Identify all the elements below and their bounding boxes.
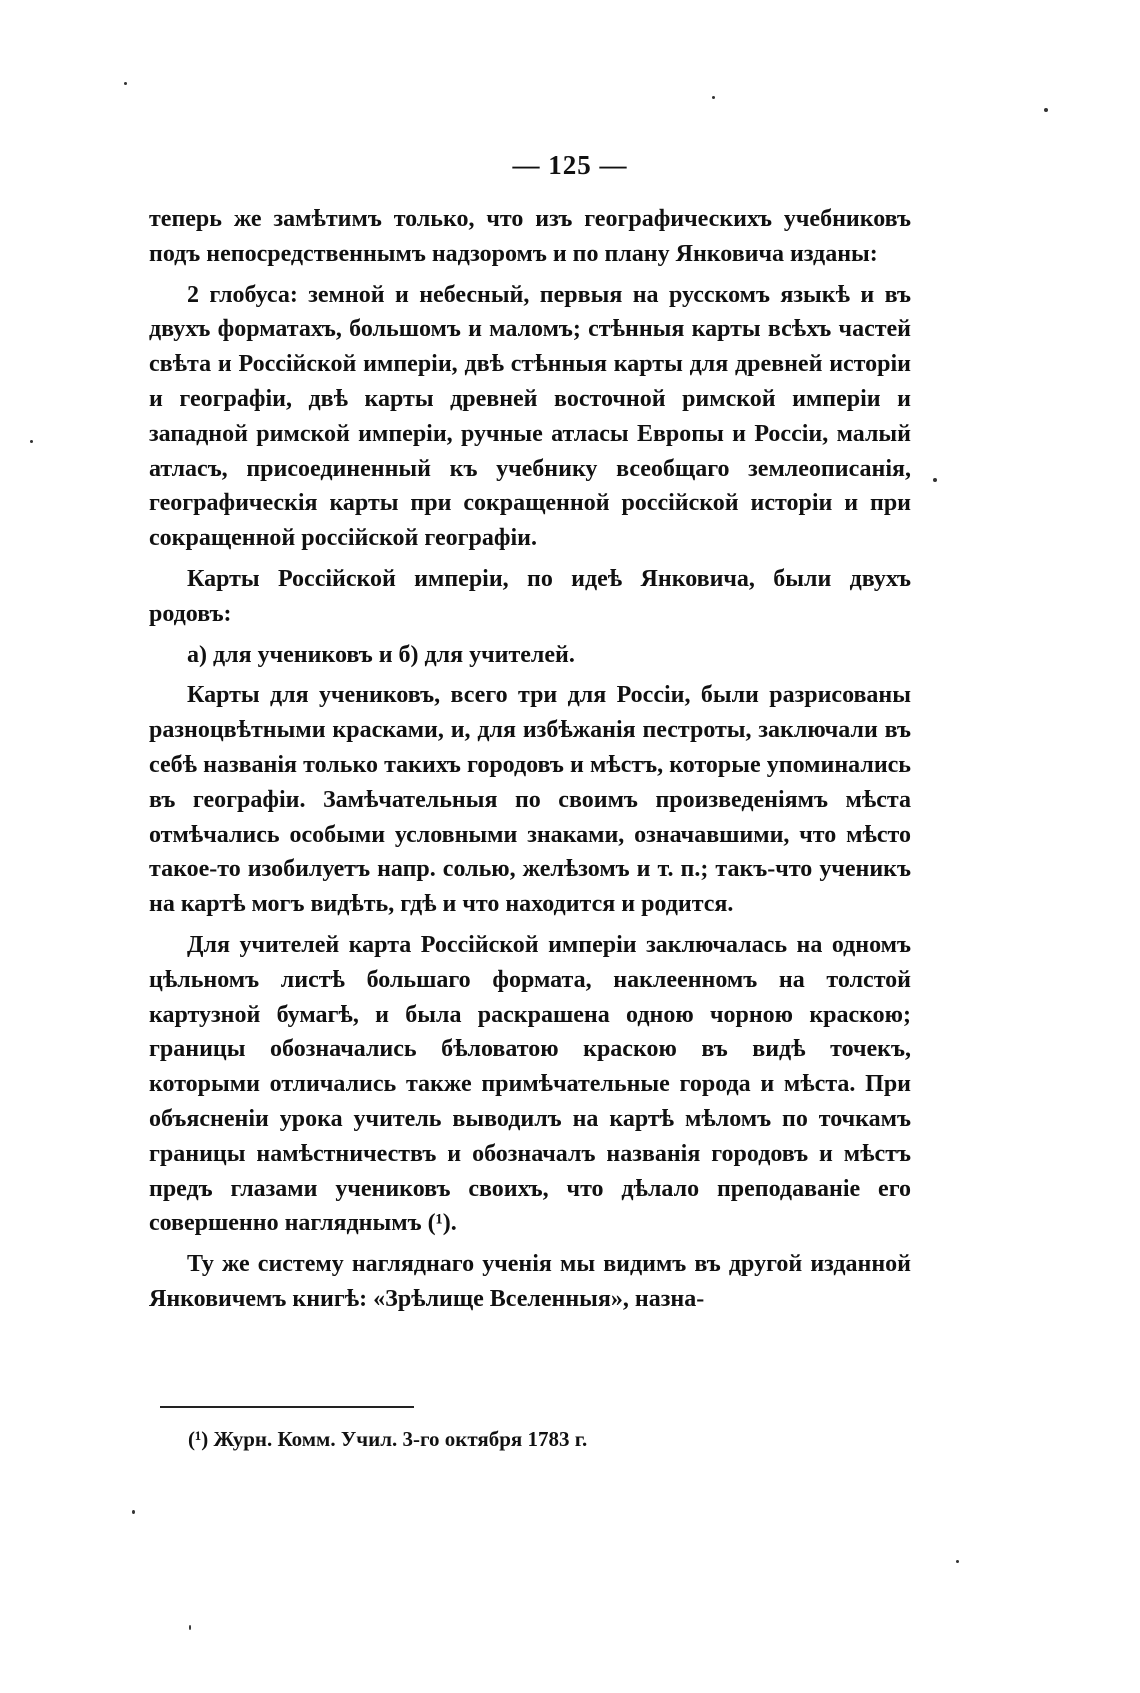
scan-speck <box>189 1625 191 1630</box>
scan-speck <box>712 96 715 99</box>
paragraph: а) для учениковъ и б) для учителей. <box>187 641 575 668</box>
paragraph: Карты Россійской имперіи, по идеѣ Янковича, были двухъ родовъ: <box>149 565 911 627</box>
scan-speck <box>124 82 127 85</box>
scan-speck <box>30 440 33 443</box>
footnote: (¹) Журн. Комм. Учил. 3-го октября 1783 г. <box>188 1427 588 1451</box>
footnote-rule <box>160 1406 414 1408</box>
paragraph: 2 глобуса: земной и небесный, первыя на русскомъ языкѣ и въ двухъ форматахъ, большомъ и маломъ; стѣнныя карты всѣхъ частей свѣта и Россійской имперіи, двѣ стѣнныя карты для древней исторіи и географіи, двѣ карты древней восточной римской имперіи и западной римской имперіи, ручные атласы Европы и Россіи, малый атласъ, присоединенный къ учебнику всеобщаго землеописанія, географическія карты при сокращенной россійской исторіи и при сокращенной россійской географіи. <box>149 281 911 552</box>
scan-speck <box>1044 108 1048 112</box>
scan-speck <box>132 1510 135 1514</box>
body-text <box>149 202 911 1323</box>
paragraph: Ту же систему нагляднаго ученія мы видимъ въ другой изданной Янковичемъ книгѣ: «Зрѣлище Вселенныя», назна- <box>149 1251 911 1312</box>
paragraph: теперь же замѣтимъ только, что изъ географическихъ учебниковъ подъ непосредственнымъ надзоромъ и по плану Янковича изданы: <box>149 206 911 267</box>
scan-speck <box>933 478 937 482</box>
scan-speck <box>956 1560 959 1563</box>
paragraph: Для учителей карта Россійской имперіи заключалась на одномъ цѣльномъ листѣ большаго формата, наклеенномъ на толстой картузной бумагѣ, и была раскрашена одною чорною краскою; границы обозначались бѣловатою краскою въ видѣ точекъ, которыми отличались также примѣчательные города и мѣста. При объясненіи урока учитель выводилъ на картѣ мѣломъ по точкамъ границы намѣстничествъ и обозначалъ названія городовъ и мѣстъ предъ глазами учениковъ своихъ, что дѣлало преподаваніе его совершенно нагляднымъ (¹). <box>149 931 911 1237</box>
page-number: — 125 — <box>512 150 628 180</box>
paragraph: Карты для учениковъ, всего три для Россіи, были разрисованы разноцвѣтными красками, и, для избѣжанія пестроты, заключали въ себѣ названія только такихъ городовъ и мѣстъ, которые упоминались въ географіи. Замѣчательныя по своимъ произведеніямъ мѣста отмѣчались особыми условными знаками, означавшими, что мѣсто такое-то изобилуетъ напр. солью, желѣзомъ и т. п.; такъ-что ученикъ на картѣ могъ видѣть, гдѣ и что находится и родится. <box>149 682 911 918</box>
